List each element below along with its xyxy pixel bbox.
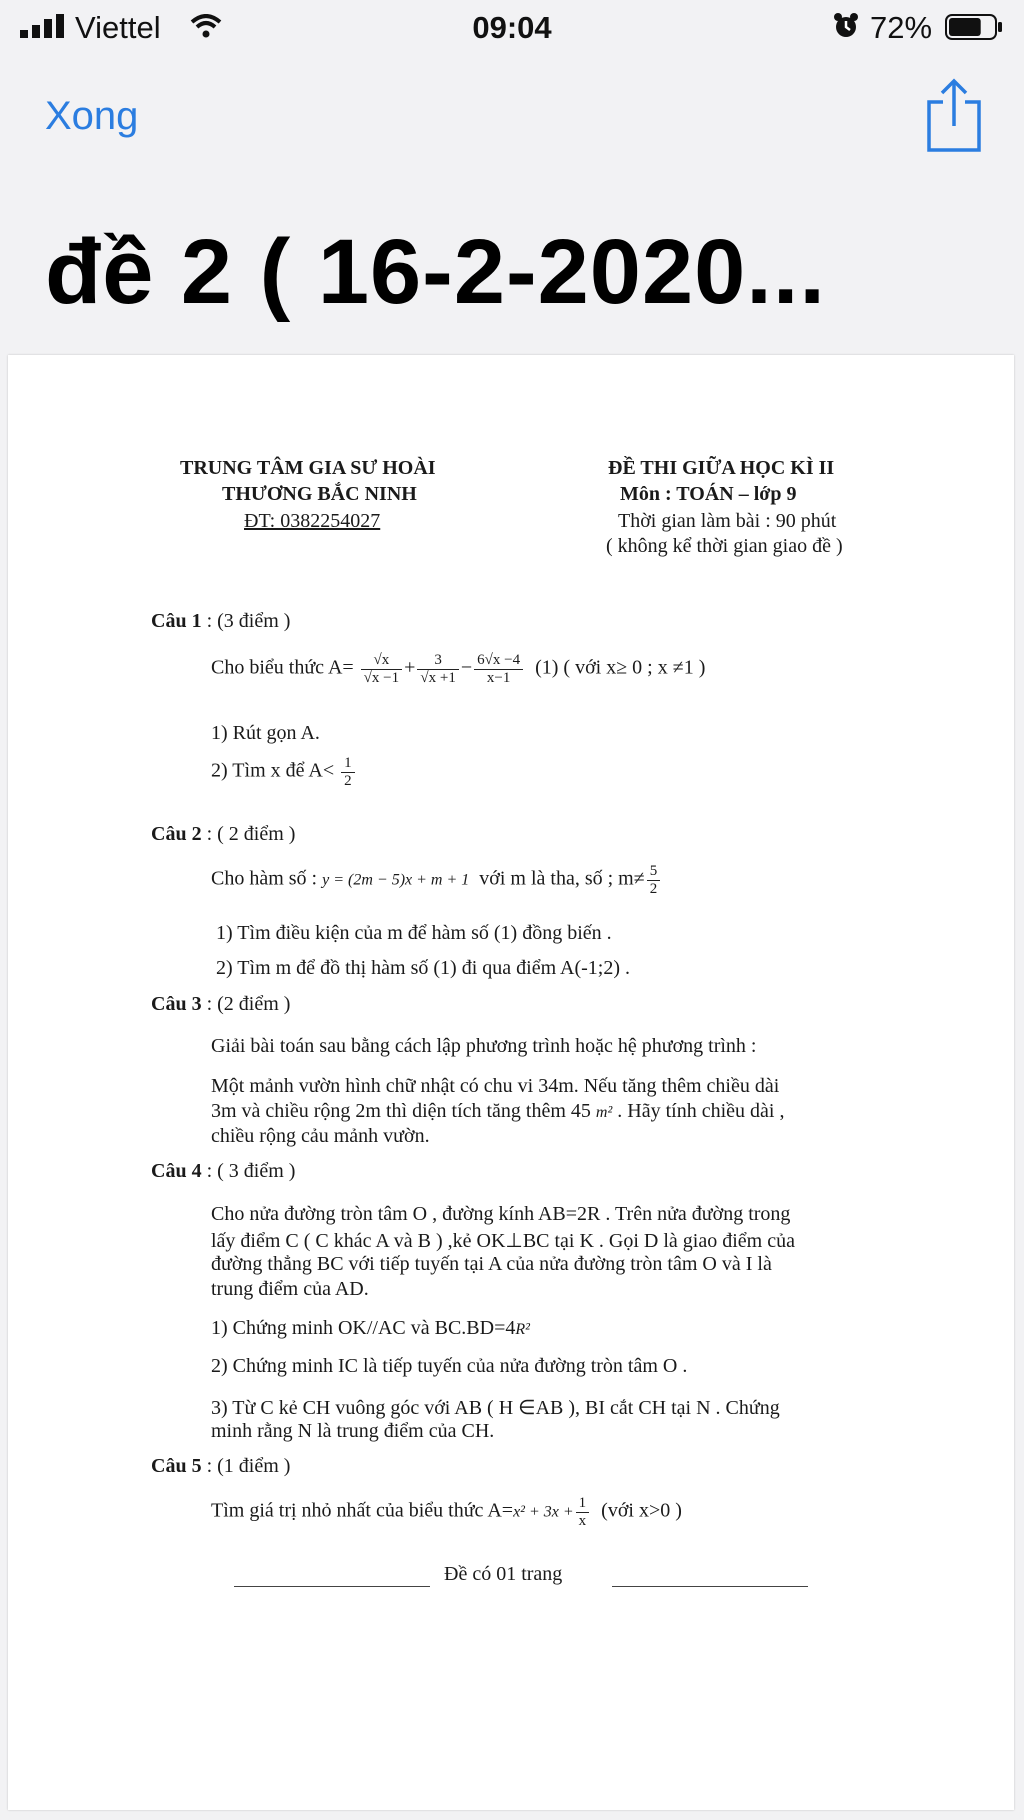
question-2-part-1: 1) Tìm điều kiện của m để hàm số (1) đồng biến . [216,922,612,944]
footer-rule-right [612,1586,808,1587]
exam-subject: Môn : TOÁN – lớp 9 [620,483,797,505]
navigation-bar [0,60,1024,140]
battery-level-fill [949,18,981,36]
question-4-heading: Câu 4 : ( 3 điểm ) [151,1160,296,1182]
question-1-expression: Cho biểu thức A= $\frac{√x}{√x -1}$ + $\frac{3}{√x +1}$ − $\frac{6√x -4}{x-1}$ (1) ( với x≥ 0 ; x ≠1 ) [211,652,706,686]
status-time: 09:04 [472,10,552,45]
question-1-part-2: 2) Tìm x để A< $\frac{1}{2}$ [211,755,357,789]
exam-title: ĐỀ THI GIỮA HỌC KÌ II [608,457,835,479]
question-4-line-2: lấy điểm C ( C khác A và B ) ,kẻ OK⊥BC tại K . Gọi D là giao điểm của [211,1230,795,1252]
center-name-line1: TRUNG TÂM GIA SƯ HOÀI [180,457,436,479]
carrier-name: Viettel [75,10,161,45]
question-2-function: Cho hàm số : y = (2m − 5)x + m + 1 với m là tha, số ; m≠ $\frac{5}{2}$ [211,863,662,897]
question-4-line-3: đường thẳng BC với tiếp tuyến tại A của nửa đường tròn tâm O và I là [211,1253,772,1275]
question-3-line-2: 3m và chiều rộng 2m thì diện tích tăng thêm 45 m² . Hãy tính chiều dài , [211,1100,785,1122]
question-3-heading: Câu 3 : (2 điểm ) [151,993,291,1015]
question-4-part-1: 1) Chứng minh OK//AC và BC.BD=4R² [211,1317,530,1339]
footer-rule-left [234,1586,430,1587]
done-button[interactable]: Xong [45,94,139,138]
battery-percent: 72% [870,10,933,45]
question-5-expression: Tìm giá trị nhỏ nhất của biểu thức A=x² + 3x + $\frac{1}{x}$ (với x>0 ) [211,1495,682,1529]
question-2-heading: Câu 2 : ( 2 điểm ) [151,823,296,845]
question-5-heading: Câu 5 : (1 điểm ) [151,1455,291,1477]
question-3-line-1: Một mảnh vườn hình chữ nhật có chu vi 34m. Nếu tăng thêm chiều dài [211,1075,780,1097]
page-count-note: Đề có 01 trang [444,1563,563,1585]
document-title: đề 2 ( 16-2-2020... [45,221,826,323]
question-4-line-1: Cho nửa đường tròn tâm O , đường kính AB=2R . Trên nửa đường trong [211,1203,791,1225]
question-4-part-3a: 3) Từ C kẻ CH vuông góc với AB ( H ∈AB ), BI cắt CH tại N . Chứng [211,1397,780,1419]
center-name-line2: THƯƠNG BẮC NINH [222,483,417,505]
document-page [8,355,1014,1810]
question-3-intro: Giải bài toán sau bằng cách lập phương trình hoặc hệ phương trình : [211,1035,757,1057]
share-icon[interactable] [925,78,983,152]
battery-icon [945,14,1003,40]
phone-number: ĐT: 0382254027 [244,510,381,532]
status-bar [0,0,1024,58]
exam-duration: Thời gian làm bài : 90 phút [618,510,837,532]
question-4-line-4: trung điểm của AD. [211,1278,369,1300]
question-1-heading: Câu 1 : (3 điểm ) [151,610,291,632]
question-4-part-3b: minh rằng N là trung điểm của CH. [211,1420,495,1442]
question-4-part-2: 2) Chứng minh IC là tiếp tuyến của nửa đường tròn tâm O . [211,1355,688,1377]
question-3-line-3: chiều rộng cảu mảnh vườn. [211,1125,430,1147]
question-1-part-1: 1) Rút gọn A. [211,722,320,744]
exam-duration-note: ( không kể thời gian giao đề ) [606,535,843,557]
alarm-clock-icon [832,12,860,40]
question-2-part-2: 2) Tìm m để đồ thị hàm số (1) đi qua điểm A(-1;2) . [216,957,631,979]
